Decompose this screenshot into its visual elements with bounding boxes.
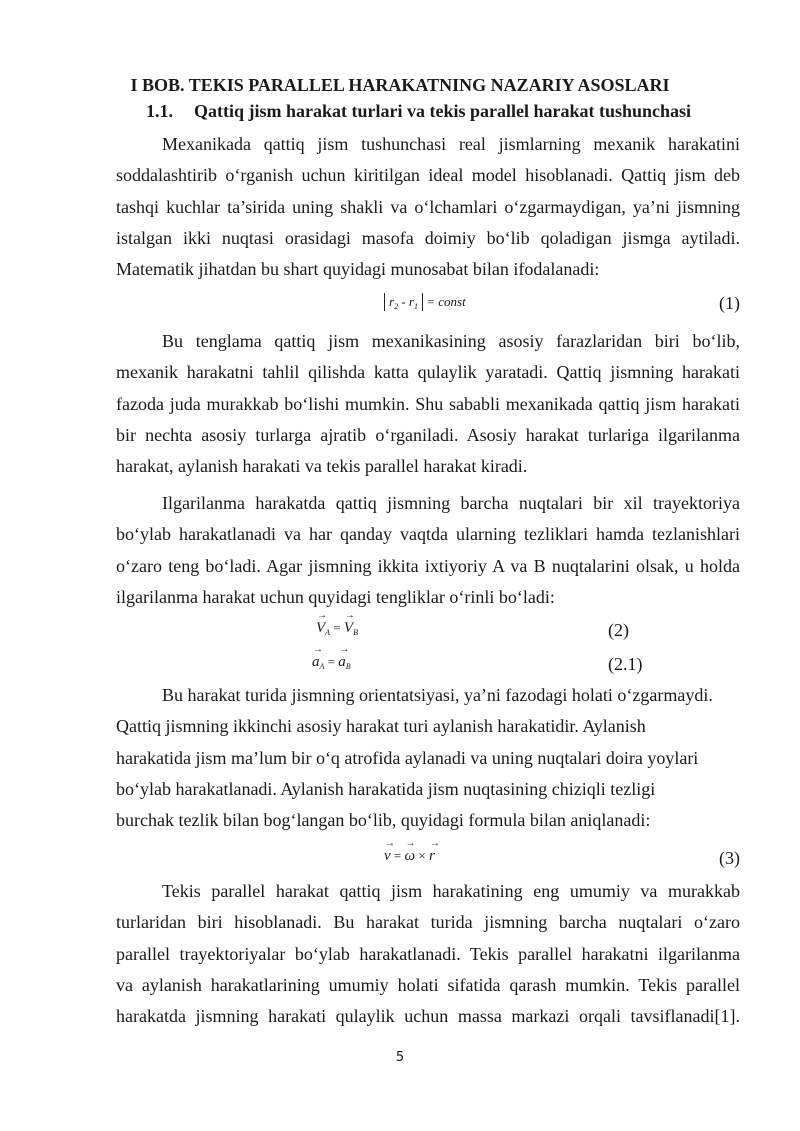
eq-operator: = (393, 848, 402, 863)
paragraph-line: burchak tezlik bilan bog‘langan bo‘lib, quyidagi formula bilan aniqlanadi: (116, 810, 651, 831)
eq-subscript: A (319, 662, 325, 671)
eq-subscript: 1 (413, 302, 418, 311)
section-heading (146, 100, 691, 122)
equation-number: (1) (719, 293, 740, 313)
eq-operator: × (418, 848, 426, 863)
eq-subscript: 2 (394, 302, 399, 311)
paragraph-5 (116, 876, 740, 1032)
paragraph-line: parallel trayektoriyalar bo‘ylab harakatlanadi. Tekis parallel harakatni ilgarilanma (116, 943, 740, 964)
paragraph-line: bir nechta asosiy turlarga ajratib o‘rganiladi. Asosiy harakat turlariga ilgarilanma (116, 424, 740, 445)
eq-operator: = (333, 620, 341, 635)
paragraph-line: harakatda jismning harakati qulaylik uchun massa markazi orqali tavsiflanadi[1]. (116, 1006, 740, 1027)
paragraph-line: o‘zaro teng bo‘ladi. Agar jismning ikkita ixtiyoriy A va B nuqtalarini olsak, u holda (116, 555, 740, 576)
section-title: Qattiq jism harakat turlari va tekis parallel harakat tushunchasi (194, 101, 692, 121)
page-number: 5 (395, 1050, 405, 1065)
paragraph-line: Bu tenglama qattiq jism mexanikasining asosiy farazlaridan biri bo‘lib, (162, 331, 740, 351)
paragraph-3 (116, 488, 740, 613)
paragraph-line: harakat, aylanish harakati va tekis parallel harakat kiradi. (116, 456, 528, 477)
equation-2 (316, 620, 358, 637)
vector-symbol: → V (344, 620, 353, 637)
paragraph-2 (116, 326, 740, 482)
chapter-title: I BOB. TEKIS PARALLEL HARAKATNING NAZARIY ASOSLARI (130, 75, 670, 95)
paragraph-line: tashqi kuchlar ta’sirida uning shakli va o‘lchamlari o‘zgarmaydigan, ya’ni jismning (116, 196, 740, 217)
equation-number: (3) (719, 848, 740, 868)
eq-operator: = (327, 654, 335, 669)
paragraph-line: mexanik harakatni tahlil qilishda katta qulaylik yaratadi. Qattiq jismning harakati (116, 362, 740, 383)
absolute-value (384, 293, 423, 311)
equation-3 (384, 848, 435, 865)
paragraph-line: Qattiq jismning ikkinchi asosiy harakat turi aylanish harakatidir. Aylanish (116, 716, 646, 737)
paragraph-line: bo‘ylab harakatlanadi. Aylanish harakatida jism nuqtasining chiziqli tezligi (116, 778, 656, 799)
eq-symbol: r (389, 294, 395, 309)
eq-subscript: B (345, 662, 351, 671)
equation-2-1 (312, 654, 351, 671)
vector-symbol: → v (384, 848, 391, 865)
paragraph-4 (116, 680, 740, 836)
vector-symbol: → a (338, 654, 346, 671)
paragraph-line: bo‘ylab harakatlanadi va har qanday vaqtda ularning tezliklari hamda tezlanishlari (116, 524, 740, 545)
paragraph-line: ilgarilanma harakat uchun quyidagi tengliklar o‘rinli bo‘ladi: (116, 586, 555, 607)
paragraph-line: harakatida jism ma’lum bir o‘q atrofida aylanadi va uning nuqtalari doira yoylari (116, 747, 699, 768)
equation-1 (384, 293, 466, 311)
paragraph-line: Bu harakat turida jismning orientatsiyasi, ya’ni fazodagi holati o‘zgarmaydi. (162, 685, 713, 705)
paragraph-1 (116, 129, 740, 285)
paragraph-line: Mexanikada qattiq jism tushunchasi real jismlarning mexanik harakatini (162, 134, 740, 154)
eq-rhs: = const (426, 294, 466, 309)
equation-number: (2.1) (608, 654, 643, 674)
paragraph-line: soddalashtirib o‘rganish uchun kiritilgan ideal model hisoblanadi. Qattiq jism deb (116, 165, 740, 186)
paragraph-line: turlaridan biri hisoblanadi. Bu harakat turida jismning barcha nuqtalari o‘zaro (116, 912, 740, 933)
paragraph-line: fazoda juda murakkab bo‘lishi mumkin. Shu sababli mexanikada qattiq jism harakati (116, 393, 740, 414)
section-number: 1.1. (146, 101, 173, 121)
paragraph-line: va aylanish harakatlarining umumiy holati sifatida qarash mumkin. Tekis parallel (116, 974, 740, 995)
paragraph-line: Tekis parallel harakat qattiq jism harakatining eng umumiy va murakkab (162, 881, 740, 901)
eq-symbol: r (408, 294, 414, 309)
eq-subscript: A (325, 628, 331, 637)
paragraph-line: istalgan ikki nuqtasi orasidagi masofa doimiy bo‘lib qoladigan jismga aytiladi. (116, 227, 740, 248)
vector-symbol: → r (429, 848, 435, 865)
vector-symbol: → a (312, 654, 320, 671)
equation-number: (2) (608, 620, 629, 640)
eq-operator: - (401, 294, 406, 309)
vector-symbol: → V (316, 620, 325, 637)
paragraph-line: Matematik jihatdan bu shart quyidagi munosabat bilan ifodalanadi: (116, 259, 600, 280)
paragraph-line: Ilgarilanma harakatda qattiq jismning barcha nuqtalari bir xil trayektoriya (162, 493, 740, 513)
vector-symbol: → ω (405, 848, 416, 865)
eq-subscript: B (353, 628, 358, 637)
